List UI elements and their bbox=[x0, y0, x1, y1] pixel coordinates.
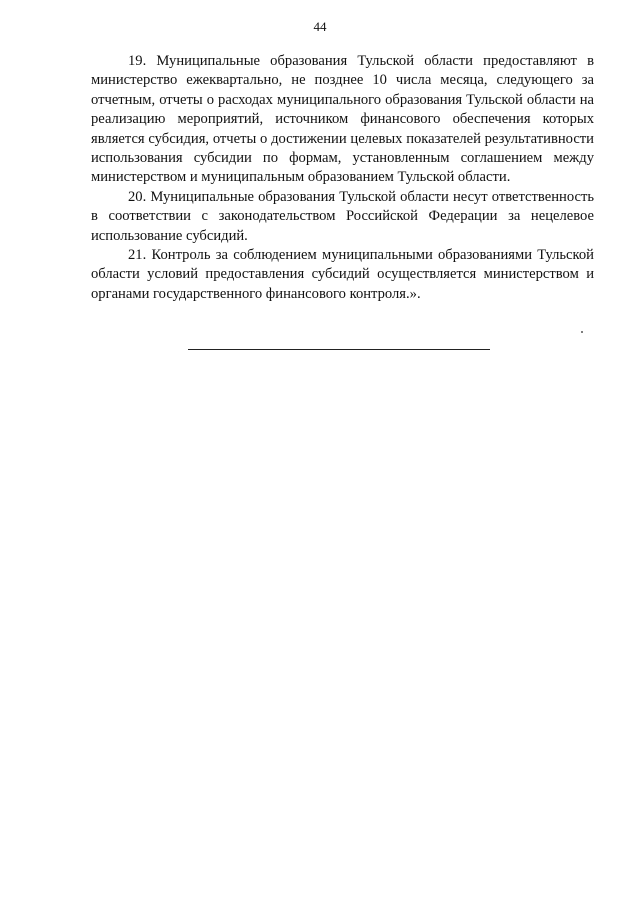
closing-rule bbox=[188, 349, 490, 350]
paragraph-20: 20. Муниципальные образования Тульской области несут ответственность в соответствии с законодательством Российской Федерации за нецелевое использование субсидий. bbox=[91, 188, 594, 244]
scan-speck bbox=[581, 331, 583, 333]
paragraph-19: 19. Муниципальные образования Тульской области предоставляют в министерство ежеквартально, не позднее 10 числа месяца, следующего за отчетным, отчеты о расходах муниципального образования Тульской области на реализацию мероприятий, источником финансового обеспечения которых является субсидия, отчеты о достижении целевых показателей результативности использования субсидии по формам, установленным соглашением между министерством и муниципальным образованием Тульской области. bbox=[91, 53, 594, 186]
page-number: 44 bbox=[313, 19, 327, 34]
document-body bbox=[91, 52, 594, 304]
paragraph-21: 21. Контроль за соблюдением муниципальными образованиями Тульской области условий предоставления субсидий осуществляется министерством и органами государственного финансового контроля.». bbox=[91, 247, 594, 302]
